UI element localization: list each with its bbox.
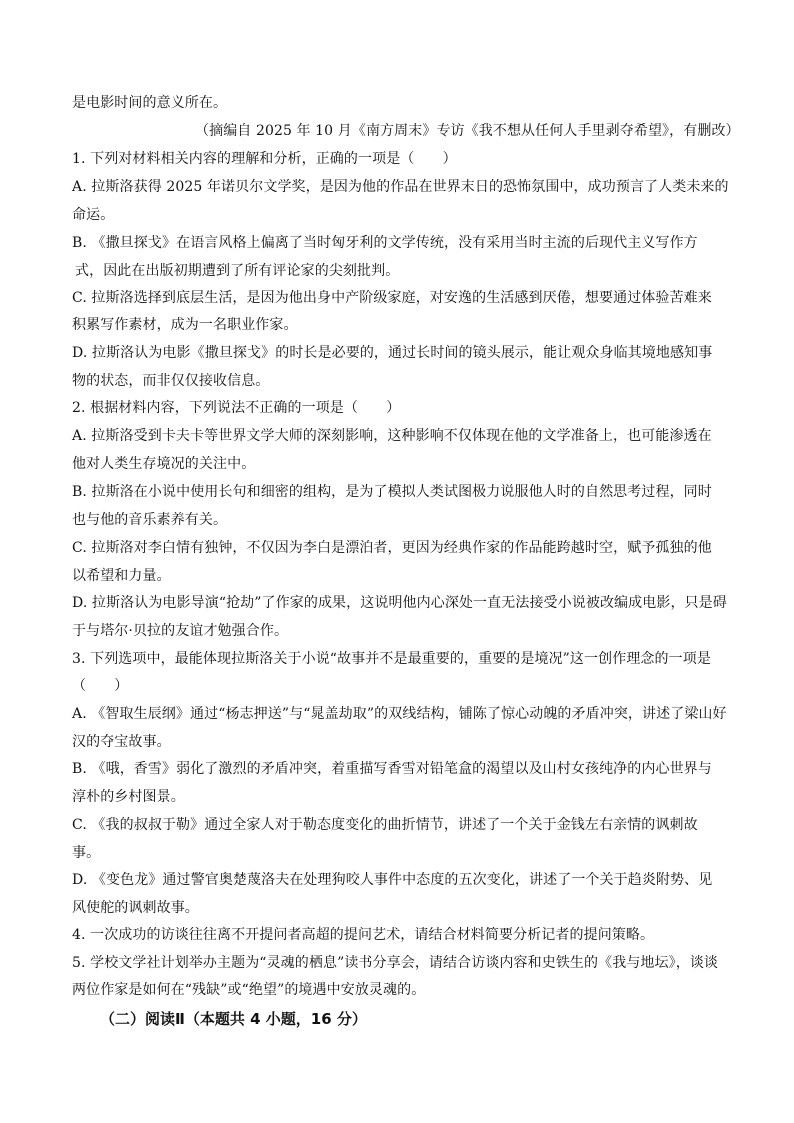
q3-option-b: B. 《哦，香雪》弱化了激烈的矛盾冲突，着重描写香雪对铅笔盒的渴望以及山村女孩纯净的内心世界与	[72, 761, 712, 777]
q3-option-a-cont: 汉的夺宝故事。	[72, 734, 171, 750]
q2-option-c-cont: 以希望和力量。	[72, 568, 171, 584]
q2-option-b-cont: 也与他的音乐素养有关。	[72, 512, 228, 528]
q1-option-d-cont: 物的状态，而非仅仅接收信息。	[72, 373, 270, 389]
q1-option-a: A. 拉斯洛获得 2025 年诺贝尔文学奖，是因为他的作品在世界末日的恐怖氛围中，成功预言了人类未来的	[72, 179, 729, 195]
q1-option-d: D. 拉斯洛认为电影《撒旦探戈》的时长是必要的，通过长时间的镜头展示，能让观众身临其境地感知事	[72, 345, 713, 361]
text-line: 是电影时间的意义所在。	[72, 95, 228, 111]
q2-option-c: C. 拉斯洛对李白情有独钟，不仅因为李白是漂泊者，更因为经典作家的作品能跨越时空，赋予孤独的他	[72, 540, 712, 556]
q3-option-c-cont: 事。	[72, 845, 101, 861]
q1-option-c: C. 拉斯洛选择到底层生活，是因为他出身中产阶级家庭，对安逸的生活感到厌倦，想要通过体验苦难来	[72, 290, 712, 306]
question-5: 5. 学校文学社计划举办主题为“灵魂的栖息”读书分享会，请结合访谈内容和史铁生的《我与地坛》，谈谈	[72, 955, 719, 971]
q2-option-a: A. 拉斯洛受到卡夫卡等世界文学大师的深刻影响，这种影响不仅体现在他的文学准备上，也可能渗透在	[72, 428, 712, 444]
q3-option-c: C. 《我的叔叔于勒》通过全家人对于勒态度变化的曲折情节，讲述了一个关于金钱左右亲情的讽刺故	[72, 817, 698, 833]
q1-option-c-cont: 积累写作素材，成为一名职业作家。	[72, 317, 298, 333]
q3-option-a: A. 《智取生辰纲》通过“杨志押送”与“晁盖劫取”的双线结构，铺陈了惊心动魄的矛盾冲突，讲述了梁山好	[72, 706, 727, 722]
q2-option-d: D. 拉斯洛认为电影导演“抢劫”了作家的成果，这说明他内心深处一直无法接受小说被改编成电影，只是碍	[72, 595, 727, 611]
q2-option-d-cont: 于与塔尔·贝拉的友谊才勉强合作。	[72, 623, 289, 639]
section-heading: （二）阅读Ⅱ（本题共 4 小题，16 分）	[100, 1010, 367, 1028]
q2-option-b: B. 拉斯洛在小说中使用长句和细密的组构，是为了模拟人类试图极力说服他人时的自然思考过程，同时	[72, 484, 712, 500]
source-citation: （摘编自 2025 年 10 月《南方周末》专访《我不想从任何人手里剥夺希望》，有删改）	[195, 123, 740, 139]
question-3: 3. 下列选项中，最能体现拉斯洛关于小说“故事并不是最重要的，重要的是境况”这一创作理念的一项是	[72, 651, 711, 667]
q1-option-b-cont: 式，因此在出版初期遭到了所有评论家的尖刻批判。	[75, 263, 400, 279]
q1-option-b: B. 《撒旦探戈》在语言风格上偏离了当时匈牙利的文学传统，没有采用当时主流的后现代主义写作方	[72, 235, 698, 251]
q3-option-d: D. 《变色龙》通过警官奥楚蔑洛夫在处理狗咬人事件中态度的五次变化，讲述了一个关于趋炎附势、见	[72, 872, 713, 888]
q3-option-b-cont: 淳朴的乡村图景。	[72, 789, 185, 805]
question-1: 1. 下列对材料相关内容的理解和分析，正确的一项是（ ）	[72, 151, 457, 167]
question-4: 4. 一次成功的访谈往往离不开提问者高超的提问艺术，请结合材料简要分析记者的提问策略。	[72, 927, 655, 943]
q1-option-a-cont: 命运。	[72, 207, 115, 223]
q2-option-a-cont: 他对人类生存境况的关注中。	[72, 456, 256, 472]
question-2: 2. 根据材料内容，下列说法不正确的一项是（ ）	[72, 400, 401, 416]
question-3-cont: （ ）	[72, 678, 129, 694]
q3-option-d-cont: 风使舵的讽刺故事。	[72, 900, 199, 916]
question-5-cont: 两位作家是如何在“残缺”或“绝望”的境遇中安放灵魂的。	[72, 982, 426, 998]
